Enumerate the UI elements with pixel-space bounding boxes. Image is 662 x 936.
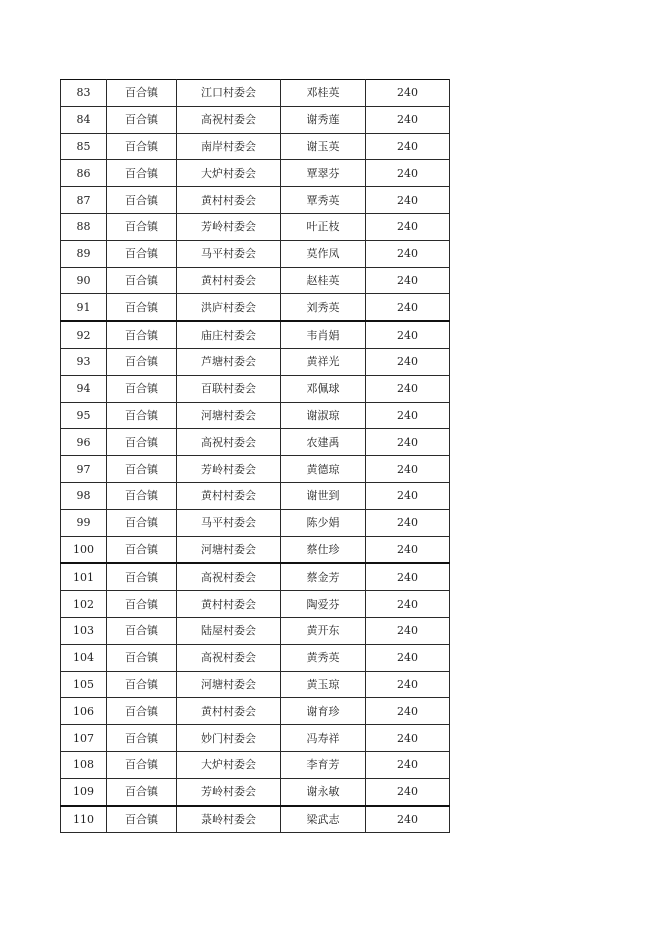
town-cell: 百合镇 <box>107 106 177 133</box>
row-number-cell: 99 <box>61 509 107 536</box>
town-cell: 百合镇 <box>107 133 177 160</box>
village-committee-cell: 高祝村委会 <box>177 429 281 456</box>
village-committee-cell: 芳岭村委会 <box>177 456 281 483</box>
table-row <box>61 80 450 107</box>
town-cell: 百合镇 <box>107 671 177 698</box>
town-cell: 百合镇 <box>107 806 177 833</box>
amount-cell: 240 <box>366 160 450 187</box>
table-row <box>61 509 450 536</box>
person-name-cell: 刘秀英 <box>281 294 366 321</box>
table-row <box>61 591 450 618</box>
town-cell: 百合镇 <box>107 187 177 214</box>
row-number-cell: 109 <box>61 778 107 805</box>
table-row <box>61 482 450 509</box>
row-number-cell: 88 <box>61 213 107 240</box>
table-row <box>61 213 450 240</box>
amount-cell: 240 <box>366 536 450 563</box>
amount-cell: 240 <box>366 267 450 294</box>
table-row <box>61 187 450 214</box>
village-committee-cell: 陆屋村委会 <box>177 617 281 644</box>
amount-cell: 240 <box>366 106 450 133</box>
town-cell: 百合镇 <box>107 617 177 644</box>
table-row <box>61 133 450 160</box>
town-cell: 百合镇 <box>107 778 177 805</box>
row-number-cell: 84 <box>61 106 107 133</box>
town-cell: 百合镇 <box>107 456 177 483</box>
village-committee-cell: 庙庄村委会 <box>177 321 281 348</box>
person-name-cell: 莫作凤 <box>281 240 366 267</box>
amount-cell: 240 <box>366 133 450 160</box>
village-committee-cell: 大炉村委会 <box>177 751 281 778</box>
town-cell: 百合镇 <box>107 429 177 456</box>
table-row <box>61 725 450 752</box>
table-row <box>61 402 450 429</box>
person-name-cell: 黄玉琼 <box>281 671 366 698</box>
person-name-cell: 谢永敏 <box>281 778 366 805</box>
person-name-cell: 赵桂英 <box>281 267 366 294</box>
person-name-cell: 黄德琼 <box>281 456 366 483</box>
town-cell: 百合镇 <box>107 536 177 563</box>
table-row <box>61 375 450 402</box>
amount-cell: 240 <box>366 348 450 375</box>
town-cell: 百合镇 <box>107 213 177 240</box>
table-row <box>61 106 450 133</box>
data-table <box>60 79 450 833</box>
row-number-cell: 104 <box>61 644 107 671</box>
village-committee-cell: 妙门村委会 <box>177 725 281 752</box>
village-committee-cell: 河塘村委会 <box>177 402 281 429</box>
table-row <box>61 778 450 805</box>
row-number-cell: 89 <box>61 240 107 267</box>
town-cell: 百合镇 <box>107 402 177 429</box>
table-row <box>61 617 450 644</box>
amount-cell: 240 <box>366 213 450 240</box>
village-committee-cell: 大炉村委会 <box>177 160 281 187</box>
amount-cell: 240 <box>366 671 450 698</box>
row-number-cell: 105 <box>61 671 107 698</box>
table-row <box>61 348 450 375</box>
person-name-cell: 蔡金芳 <box>281 563 366 590</box>
amount-cell: 240 <box>366 456 450 483</box>
town-cell: 百合镇 <box>107 698 177 725</box>
person-name-cell: 李育芳 <box>281 751 366 778</box>
row-number-cell: 102 <box>61 591 107 618</box>
table-row <box>61 536 450 563</box>
person-name-cell: 邓桂英 <box>281 80 366 107</box>
village-committee-cell: 马平村委会 <box>177 509 281 536</box>
row-number-cell: 85 <box>61 133 107 160</box>
town-cell: 百合镇 <box>107 267 177 294</box>
amount-cell: 240 <box>366 187 450 214</box>
amount-cell: 240 <box>366 698 450 725</box>
village-committee-cell: 河塘村委会 <box>177 536 281 563</box>
village-committee-cell: 芳岭村委会 <box>177 778 281 805</box>
village-committee-cell: 百联村委会 <box>177 375 281 402</box>
row-number-cell: 101 <box>61 563 107 590</box>
amount-cell: 240 <box>366 563 450 590</box>
village-committee-cell: 河塘村委会 <box>177 671 281 698</box>
person-name-cell: 农建禹 <box>281 429 366 456</box>
town-cell: 百合镇 <box>107 240 177 267</box>
row-number-cell: 106 <box>61 698 107 725</box>
table-row <box>61 563 450 590</box>
town-cell: 百合镇 <box>107 80 177 107</box>
village-committee-cell: 南岸村委会 <box>177 133 281 160</box>
amount-cell: 240 <box>366 778 450 805</box>
person-name-cell: 韦肖娟 <box>281 321 366 348</box>
town-cell: 百合镇 <box>107 160 177 187</box>
town-cell: 百合镇 <box>107 644 177 671</box>
town-cell: 百合镇 <box>107 591 177 618</box>
row-number-cell: 94 <box>61 375 107 402</box>
village-committee-cell: 黄村村委会 <box>177 482 281 509</box>
table-row <box>61 644 450 671</box>
town-cell: 百合镇 <box>107 321 177 348</box>
row-number-cell: 93 <box>61 348 107 375</box>
town-cell: 百合镇 <box>107 725 177 752</box>
person-name-cell: 谢世到 <box>281 482 366 509</box>
amount-cell: 240 <box>366 725 450 752</box>
row-number-cell: 97 <box>61 456 107 483</box>
row-number-cell: 110 <box>61 806 107 833</box>
village-committee-cell: 芦塘村委会 <box>177 348 281 375</box>
amount-cell: 240 <box>366 509 450 536</box>
village-committee-cell: 江口村委会 <box>177 80 281 107</box>
table-row <box>61 671 450 698</box>
row-number-cell: 103 <box>61 617 107 644</box>
row-number-cell: 100 <box>61 536 107 563</box>
table-row <box>61 294 450 321</box>
amount-cell: 240 <box>366 375 450 402</box>
person-name-cell: 覃秀英 <box>281 187 366 214</box>
amount-cell: 240 <box>366 240 450 267</box>
amount-cell: 240 <box>366 321 450 348</box>
town-cell: 百合镇 <box>107 509 177 536</box>
table-row <box>61 698 450 725</box>
person-name-cell: 覃翠芬 <box>281 160 366 187</box>
amount-cell: 240 <box>366 806 450 833</box>
village-committee-cell: 马平村委会 <box>177 240 281 267</box>
village-committee-cell: 高祝村委会 <box>177 563 281 590</box>
row-number-cell: 90 <box>61 267 107 294</box>
table-row <box>61 160 450 187</box>
row-number-cell: 87 <box>61 187 107 214</box>
row-number-cell: 91 <box>61 294 107 321</box>
village-committee-cell: 高祝村委会 <box>177 106 281 133</box>
person-name-cell: 黄祥光 <box>281 348 366 375</box>
table-row <box>61 240 450 267</box>
row-number-cell: 96 <box>61 429 107 456</box>
town-cell: 百合镇 <box>107 482 177 509</box>
row-number-cell: 86 <box>61 160 107 187</box>
person-name-cell: 黄秀英 <box>281 644 366 671</box>
amount-cell: 240 <box>366 751 450 778</box>
amount-cell: 240 <box>366 402 450 429</box>
amount-cell: 240 <box>366 591 450 618</box>
person-name-cell: 邓佩球 <box>281 375 366 402</box>
table-row <box>61 456 450 483</box>
row-number-cell: 83 <box>61 80 107 107</box>
amount-cell: 240 <box>366 617 450 644</box>
person-name-cell: 谢育珍 <box>281 698 366 725</box>
person-name-cell: 黄开东 <box>281 617 366 644</box>
village-committee-cell: 黄村村委会 <box>177 698 281 725</box>
village-committee-cell: 高祝村委会 <box>177 644 281 671</box>
village-committee-cell: 黄村村委会 <box>177 267 281 294</box>
amount-cell: 240 <box>366 294 450 321</box>
row-number-cell: 108 <box>61 751 107 778</box>
village-committee-cell: 芳岭村委会 <box>177 213 281 240</box>
table-row <box>61 429 450 456</box>
table-row <box>61 267 450 294</box>
town-cell: 百合镇 <box>107 294 177 321</box>
amount-cell: 240 <box>366 482 450 509</box>
amount-cell: 240 <box>366 644 450 671</box>
town-cell: 百合镇 <box>107 751 177 778</box>
person-name-cell: 谢玉英 <box>281 133 366 160</box>
person-name-cell: 蔡仕珍 <box>281 536 366 563</box>
row-number-cell: 98 <box>61 482 107 509</box>
village-committee-cell: 黄村村委会 <box>177 591 281 618</box>
amount-cell: 240 <box>366 429 450 456</box>
row-number-cell: 95 <box>61 402 107 429</box>
row-number-cell: 107 <box>61 725 107 752</box>
town-cell: 百合镇 <box>107 563 177 590</box>
table-row <box>61 321 450 348</box>
row-number-cell: 92 <box>61 321 107 348</box>
town-cell: 百合镇 <box>107 375 177 402</box>
town-cell: 百合镇 <box>107 348 177 375</box>
table-body <box>61 80 450 833</box>
person-name-cell: 梁武志 <box>281 806 366 833</box>
person-name-cell: 叶正枝 <box>281 213 366 240</box>
village-committee-cell: 黄村村委会 <box>177 187 281 214</box>
person-name-cell: 陈少娟 <box>281 509 366 536</box>
village-committee-cell: 菉岭村委会 <box>177 806 281 833</box>
person-name-cell: 陶爱芬 <box>281 591 366 618</box>
village-committee-cell: 洪庐村委会 <box>177 294 281 321</box>
person-name-cell: 谢淑琼 <box>281 402 366 429</box>
person-name-cell: 冯寿祥 <box>281 725 366 752</box>
table-row <box>61 751 450 778</box>
person-name-cell: 谢秀莲 <box>281 106 366 133</box>
amount-cell: 240 <box>366 80 450 107</box>
table-row <box>61 806 450 833</box>
